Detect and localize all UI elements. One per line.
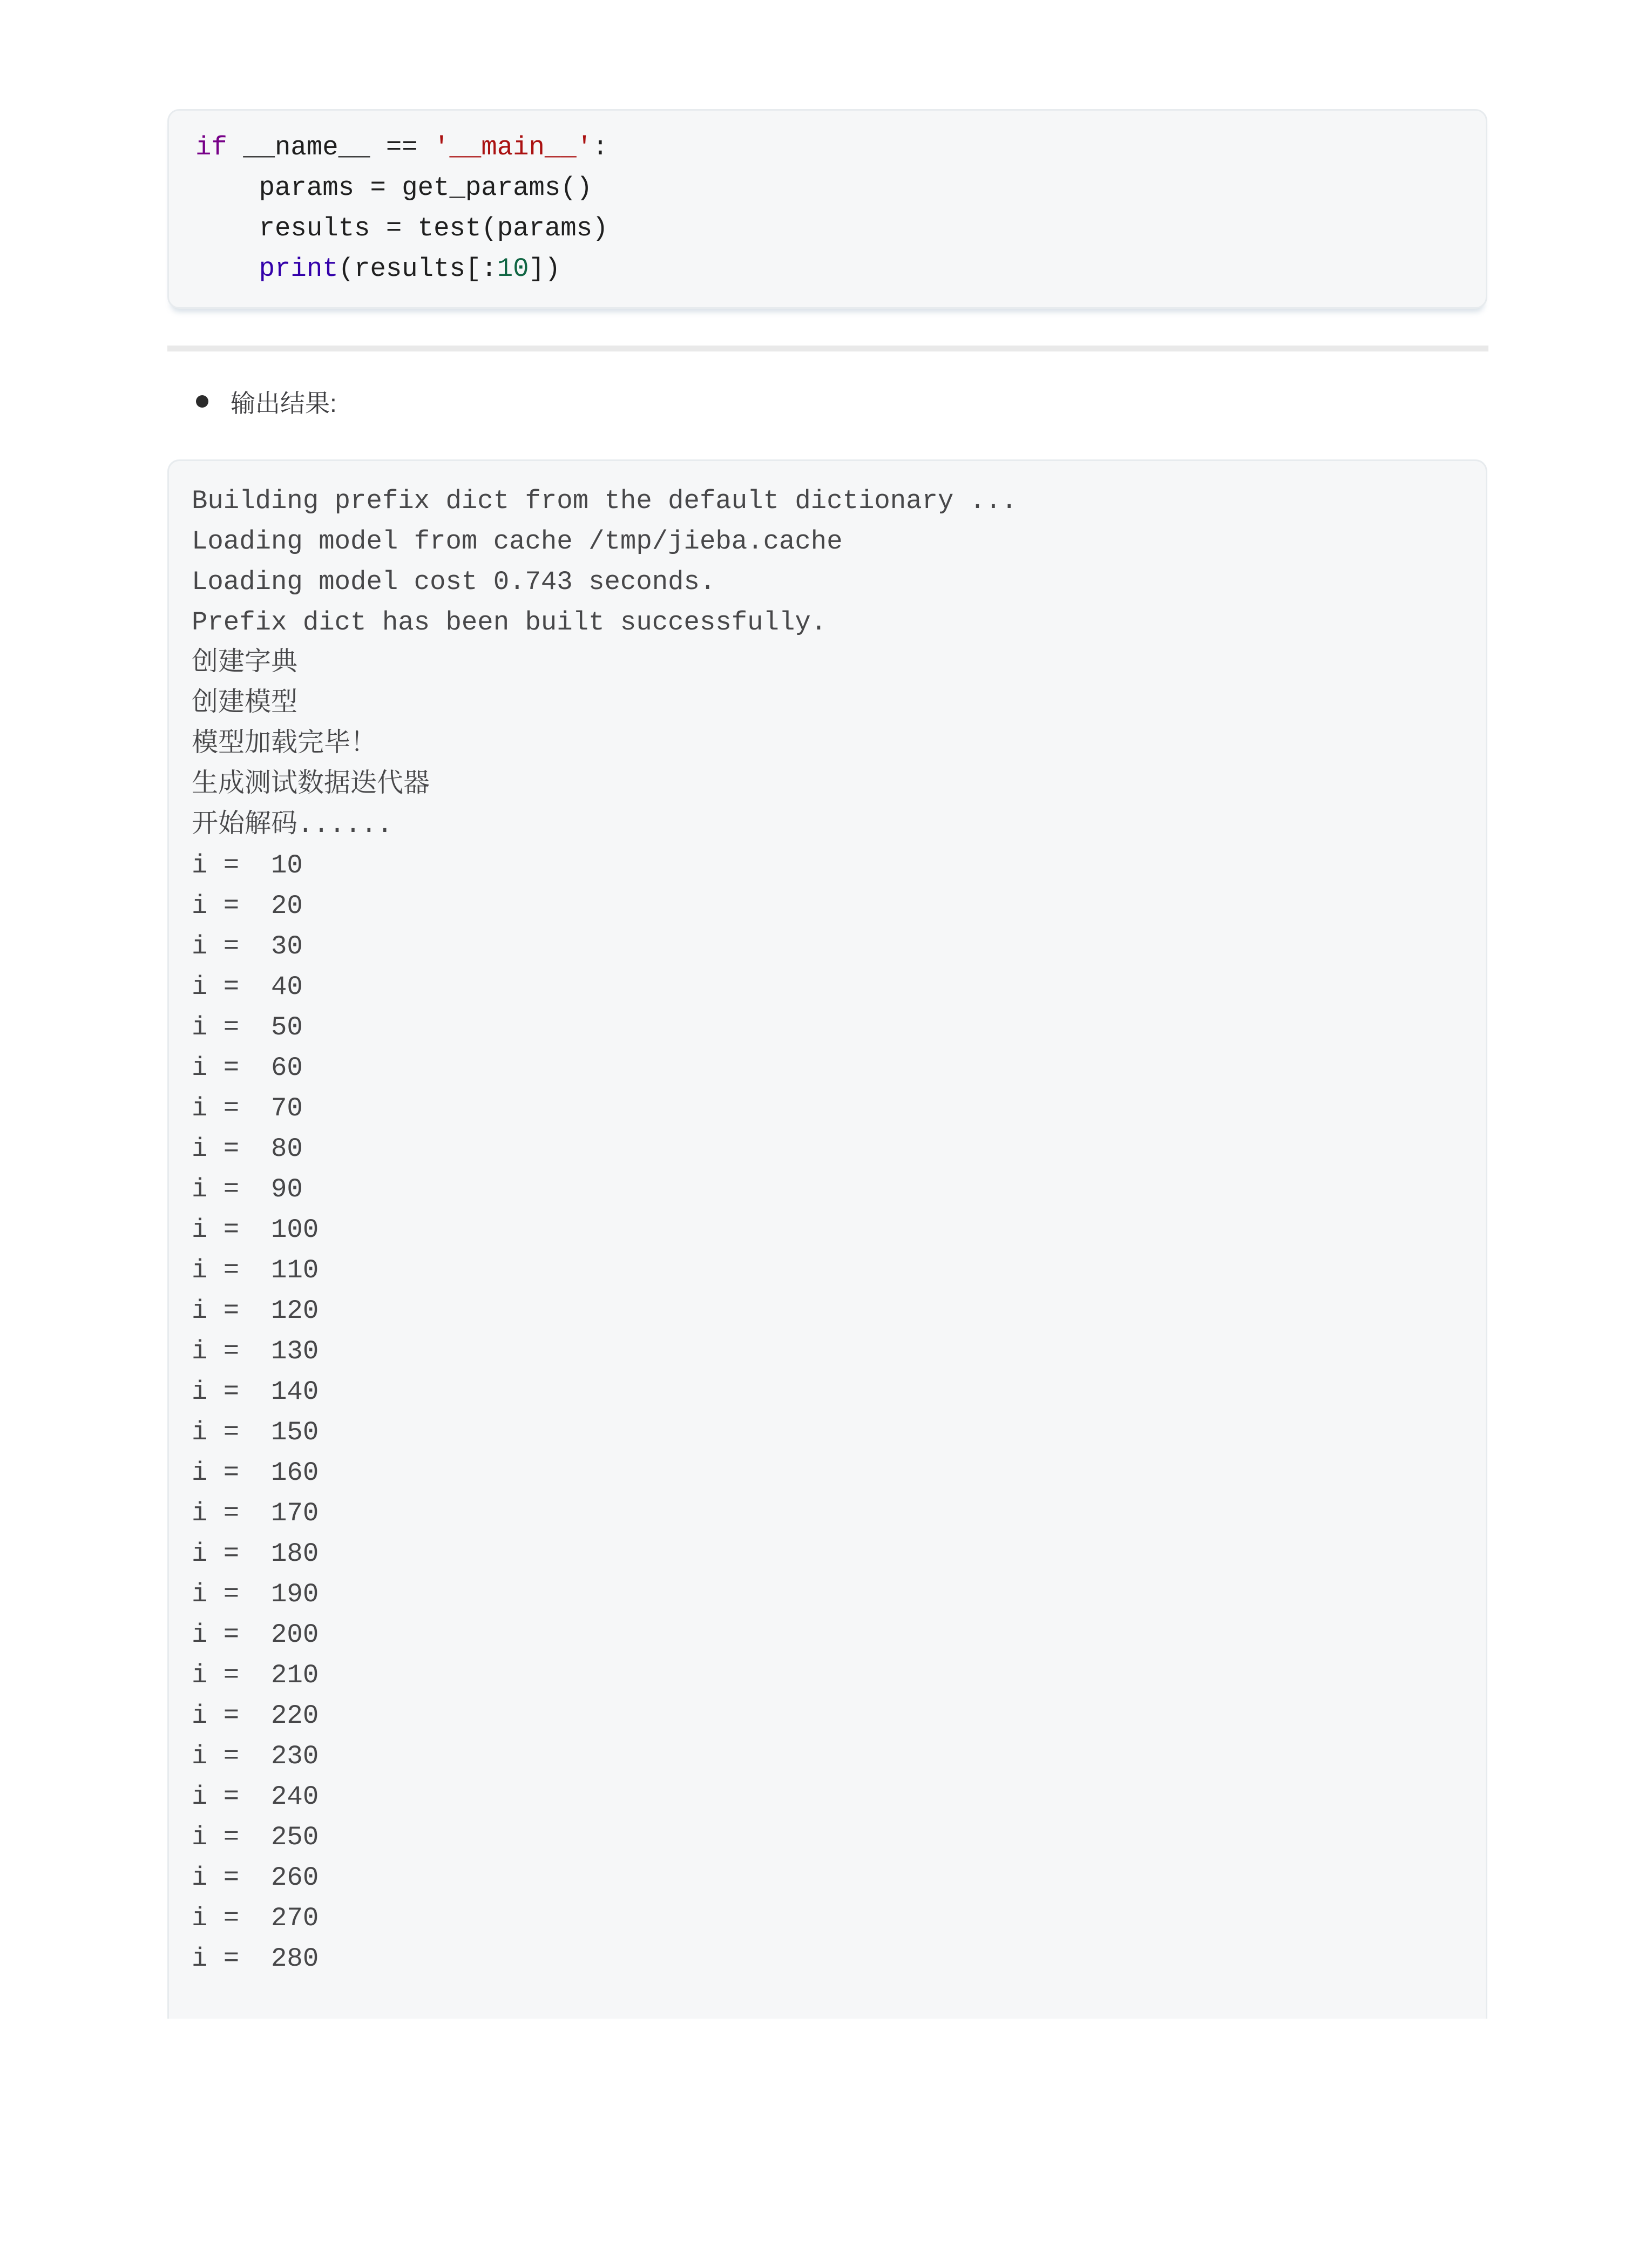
code-text [418, 132, 434, 163]
output-line: i = 220 [192, 1701, 319, 1731]
output-line: i = 140 [192, 1377, 319, 1407]
code-text [195, 254, 259, 284]
output-line: Prefix dict has been built successfully. [192, 607, 827, 638]
bullet-dot-icon [196, 395, 208, 408]
bullet-label: 输出结果: [231, 389, 337, 417]
console-output [192, 481, 1459, 1979]
output-line: 模型加载完毕！ [192, 729, 377, 759]
code-text: : [592, 132, 608, 163]
output-line: i = 120 [192, 1296, 319, 1326]
bullet-list-item [167, 381, 1487, 422]
output-line: 创建字典 [192, 648, 298, 678]
output-line: i = 190 [192, 1579, 319, 1609]
string-token: '__main__' [434, 132, 593, 163]
output-line: i = 80 [192, 1134, 303, 1164]
output-line: i = 200 [192, 1620, 319, 1650]
code-line: params = get_params() [195, 173, 593, 203]
output-line: i = 30 [192, 931, 303, 962]
number-token: 10 [497, 254, 529, 284]
operator-token: == [385, 132, 418, 163]
output-line: i = 10 [192, 850, 303, 881]
output-line: i = 170 [192, 1498, 319, 1528]
output-line: i = 40 [192, 972, 303, 1002]
output-line: i = 90 [192, 1174, 303, 1204]
python-code [195, 127, 1459, 289]
code-line [195, 254, 560, 284]
code-line: results = test(params) [195, 213, 608, 243]
output-line: i = 230 [192, 1741, 319, 1771]
output-line: i = 60 [192, 1053, 303, 1083]
output-line: i = 150 [192, 1417, 319, 1447]
builtin-token: print [259, 254, 338, 284]
output-line: i = 250 [192, 1822, 319, 1852]
output-line: 创建模型 [192, 688, 298, 719]
output-line: Loading model from cache /tmp/jieba.cache [192, 526, 843, 557]
output-line: i = 210 [192, 1660, 319, 1690]
output-line: i = 20 [192, 891, 303, 921]
code-text: __name__ [227, 132, 386, 163]
output-line: 生成测试数据迭代器 [192, 769, 430, 800]
output-line: i = 180 [192, 1539, 319, 1569]
python-code-block [167, 109, 1487, 309]
article-content [167, 109, 1487, 2019]
output-line: Building prefix dict from the default dictionary ... [192, 486, 1018, 516]
output-line: i = 240 [192, 1782, 319, 1812]
horizontal-divider [167, 346, 1488, 351]
output-line: i = 280 [192, 1944, 319, 1974]
output-line: i = 110 [192, 1255, 319, 1285]
output-line: i = 130 [192, 1336, 319, 1366]
output-line: i = 160 [192, 1458, 319, 1488]
keyword-token: if [195, 132, 227, 163]
output-line: i = 70 [192, 1093, 303, 1124]
code-text: (results[: [338, 254, 497, 284]
output-line: i = 100 [192, 1215, 319, 1245]
console-output-block [167, 459, 1487, 2019]
output-line: i = 270 [192, 1903, 319, 1933]
output-line: 开始解码...... [192, 810, 393, 840]
code-line [195, 132, 608, 284]
code-text: ]) [529, 254, 561, 284]
output-line: i = 50 [192, 1012, 303, 1043]
output-line: i = 260 [192, 1863, 319, 1893]
output-line: Loading model cost 0.743 seconds. [192, 567, 716, 597]
